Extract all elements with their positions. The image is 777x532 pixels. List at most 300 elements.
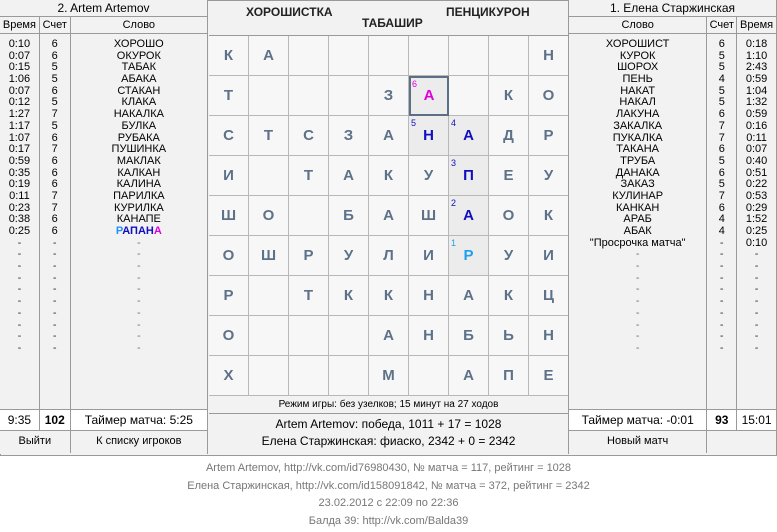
cell-letter: А [263, 47, 274, 64]
move-time: - [17, 260, 22, 273]
move-score: 6 [51, 225, 58, 237]
move-word: ХОРОШИСТ [605, 38, 670, 50]
word-letter: Н [145, 225, 154, 237]
board-cell[interactable] [289, 236, 329, 276]
word-letter: А [137, 225, 146, 237]
move-word: ЗАКАЗ [620, 178, 655, 191]
cell-letter: У [543, 167, 554, 184]
cell-letter: Б [463, 327, 474, 344]
board-cell[interactable] [249, 76, 289, 116]
board-cell[interactable] [209, 76, 249, 116]
cell-letter: Т [263, 127, 274, 144]
board-cell[interactable] [369, 36, 409, 76]
move-time: - [17, 271, 22, 284]
cell-letter: П [463, 167, 474, 184]
move-score: 5 [51, 96, 58, 109]
board-cell[interactable] [489, 276, 529, 316]
move-score: 7 [51, 201, 58, 214]
cell-letter: Л [383, 247, 394, 264]
move-score: 6 [51, 166, 58, 179]
board-cell[interactable] [249, 316, 289, 356]
move-word: КАНАПЕ [116, 213, 161, 226]
board-cell[interactable] [489, 116, 529, 156]
cell-letter: У [503, 247, 514, 264]
move-time: - [754, 318, 759, 331]
board-cell[interactable] [369, 156, 409, 196]
board-cell[interactable] [249, 356, 289, 396]
move-time: 0:11 [9, 189, 30, 202]
board-cell[interactable] [209, 156, 249, 196]
move-score: 4 [718, 225, 725, 237]
match-result [209, 414, 568, 450]
board-cell[interactable] [409, 196, 449, 236]
right-column-headers [569, 17, 776, 34]
cell-letter: С [223, 127, 234, 144]
header-word: ХОРОШИСТКА [246, 5, 333, 19]
move-time: - [17, 248, 22, 261]
move-time: 1:06 [8, 73, 31, 86]
board-cell[interactable] [249, 36, 289, 76]
board-cell[interactable] [289, 356, 329, 396]
board-cell[interactable] [529, 156, 569, 196]
right-moves-table [569, 34, 776, 410]
board-cell[interactable] [209, 356, 249, 396]
move-word: НАКАТ [620, 84, 656, 97]
cell-letter: У [423, 167, 434, 184]
cell-letter: О [262, 207, 275, 224]
board-cell[interactable] [329, 36, 369, 76]
move-time: - [17, 341, 22, 354]
board-cell[interactable] [249, 196, 289, 236]
cell-letter: Ц [543, 287, 554, 304]
move-time: - [754, 330, 759, 343]
move-score: 7 [718, 189, 725, 202]
board-cell[interactable] [529, 116, 569, 156]
cell-letter: О [542, 87, 555, 104]
move-score: - [52, 271, 57, 284]
board-cell[interactable] [529, 236, 569, 276]
move-score: - [52, 341, 57, 354]
header-score: Счет [707, 17, 737, 33]
board-cell[interactable] [249, 276, 289, 316]
move-score: 7 [51, 108, 58, 121]
footer-match-date: 23.02.2012 с 22:09 по 22:36 [318, 497, 459, 509]
move-score: - [719, 248, 724, 261]
move-word: - [635, 341, 640, 354]
board-cell[interactable] [329, 156, 369, 196]
move-score: 5 [51, 119, 58, 132]
move-score: - [52, 330, 57, 343]
move-score: 5 [718, 178, 725, 191]
match-info-footer [0, 460, 777, 530]
board-cell[interactable] [409, 276, 449, 316]
cell-letter: И [543, 247, 554, 264]
board-cell[interactable] [369, 116, 409, 156]
move-word: ПАРИЛКА [113, 189, 165, 202]
board-cell[interactable] [329, 236, 369, 276]
move-time: 0:29 [745, 201, 768, 214]
game-mode-text: Режим игры: без узелков; 15 минут на 27 ходов [209, 396, 568, 414]
move-time: - [754, 271, 759, 284]
path-order-number: 5 [411, 118, 417, 128]
header-time: Время [0, 17, 40, 33]
cell-letter: Н [543, 47, 554, 64]
move-time: 0:25 [8, 225, 31, 237]
move-time: 0:25 [745, 225, 768, 237]
cell-letter: К [223, 47, 234, 64]
board-cell[interactable] [249, 156, 289, 196]
move-time: - [17, 330, 22, 343]
cell-letter: Н [423, 287, 434, 304]
board-cell[interactable] [489, 156, 529, 196]
move-word: - [137, 260, 141, 273]
board-cell[interactable] [369, 196, 409, 236]
board-cell[interactable] [489, 356, 529, 396]
result-line-loser: Елена Старжинская: фиаско, 2342 + 0 = 2342 [261, 434, 516, 448]
board-cell[interactable] [289, 316, 329, 356]
move-word: АРАБ [623, 213, 652, 226]
move-time: - [754, 283, 759, 296]
move-word: - [635, 318, 640, 331]
board-cell[interactable] [209, 36, 249, 76]
board-cell[interactable] [289, 156, 329, 196]
move-score: 6 [718, 201, 725, 214]
move-time: 0:59 [745, 108, 768, 121]
move-score: - [719, 236, 724, 249]
board-cell[interactable] [449, 276, 489, 316]
move-word: - [137, 295, 141, 308]
board-cell[interactable] [209, 196, 249, 236]
left-buttons [0, 431, 207, 453]
new-match-button[interactable]: Новый матч [569, 431, 707, 453]
cell-letter: А [463, 127, 474, 144]
move-time: 1:04 [745, 84, 768, 97]
move-score: 6 [51, 213, 58, 226]
left-status-row [0, 410, 207, 431]
move-word: РУБАКА [117, 131, 160, 144]
move-word [71, 226, 207, 238]
move-word: - [635, 295, 640, 308]
board-cell[interactable] [329, 316, 369, 356]
move-score: 5 [718, 84, 725, 97]
path-order-number: 1 [451, 238, 457, 248]
cell-letter: К [503, 87, 514, 104]
move-score: 6 [718, 143, 725, 156]
board-cell[interactable] [529, 36, 569, 76]
move-word: - [635, 271, 640, 284]
board-cell[interactable] [489, 36, 529, 76]
move-score: - [719, 318, 724, 331]
cell-letter: О [222, 327, 235, 344]
move-time: - [17, 283, 22, 296]
move-score: 6 [718, 38, 725, 50]
cell-letter: Е [543, 367, 554, 384]
move-time: 1:27 [8, 108, 31, 121]
move-score: 6 [51, 154, 58, 167]
move-word: ТРУБА [620, 154, 656, 167]
move-time: 0:40 [745, 154, 768, 167]
move-score: 6 [51, 178, 58, 191]
move-time: 0:10 [745, 236, 768, 249]
result-line-winner: Artem Artemov: победа, 1011 + 17 = 1028 [275, 417, 502, 431]
board-cell[interactable] [489, 76, 529, 116]
board-cell[interactable] [329, 276, 369, 316]
board-header-words [209, 0, 568, 36]
move-time: 0:15 [8, 61, 31, 74]
cell-letter: Т [303, 287, 314, 304]
board-cell[interactable] [209, 276, 249, 316]
board-cell[interactable] [289, 276, 329, 316]
move-time: 0:53 [745, 189, 768, 202]
cell-letter: А [463, 367, 474, 384]
move-score: 6 [718, 166, 725, 179]
board-cell[interactable] [529, 76, 569, 116]
left-player-title: 2. Artem Artemov [0, 0, 207, 17]
move-time: 1:10 [745, 49, 768, 62]
board-cell[interactable] [409, 236, 449, 276]
move-word: - [137, 318, 141, 331]
move-word: - [635, 248, 640, 261]
board-cell[interactable] [289, 76, 329, 116]
move-score: - [52, 260, 57, 273]
board-cell[interactable] [209, 316, 249, 356]
cell-letter: Н [423, 127, 434, 144]
right-score-column [707, 34, 737, 409]
players-list-button[interactable]: К списку игроков [96, 435, 182, 447]
move-word: - [137, 330, 141, 343]
board-cell[interactable] [409, 156, 449, 196]
cell-letter: С [303, 127, 314, 144]
move-time: 0:17 [8, 143, 31, 156]
cell-letter: А [343, 167, 354, 184]
letter-board [209, 36, 569, 396]
path-order-number: 3 [451, 158, 457, 168]
footer-group-link[interactable]: Балда 39: http://vk.com/Balda39 [308, 514, 469, 527]
move-score: - [52, 283, 57, 296]
word-letter: А [153, 225, 162, 237]
move-word: - [635, 283, 640, 296]
cell-letter: Ь [503, 327, 514, 344]
move-time: 0:59 [8, 154, 31, 167]
move-word: БУЛКА [121, 119, 157, 132]
move-word: - [137, 248, 141, 261]
move-time: 0:22 [745, 178, 768, 191]
right-word-column [569, 34, 707, 409]
board-cell[interactable] [449, 316, 489, 356]
cell-letter: З [343, 127, 354, 144]
move-time: - [754, 248, 759, 261]
move-word: - [137, 271, 141, 284]
move-word: МАКЛАК [116, 154, 161, 167]
move-time: 0:11 [746, 131, 767, 144]
cell-letter: Н [543, 327, 554, 344]
cell-letter: О [502, 207, 515, 224]
move-score: 6 [51, 38, 58, 50]
move-word: КЛАКА [121, 96, 157, 109]
move-score: 4 [718, 213, 725, 226]
move-score: - [52, 295, 57, 308]
board-cell[interactable] [409, 116, 449, 156]
move-time: - [754, 306, 759, 319]
cell-letter: М [382, 367, 395, 384]
move-score: 5 [718, 154, 725, 167]
move-word: - [635, 306, 640, 319]
board-cell[interactable] [329, 196, 369, 236]
cell-letter: Р [303, 247, 314, 264]
right-total-time: 15:01 [741, 413, 772, 427]
left-score-column [40, 34, 71, 409]
move-time: 0:38 [8, 213, 31, 226]
move-word: ТАКАНА [616, 143, 660, 156]
move-time: 1:52 [745, 213, 768, 226]
exit-button[interactable]: Выйти [0, 431, 71, 453]
board-cell[interactable] [489, 236, 529, 276]
path-order-number: 4 [451, 118, 457, 128]
board-cell[interactable] [289, 196, 329, 236]
cell-letter: Д [503, 127, 514, 144]
board-area [209, 0, 568, 454]
move-time: 0:18 [745, 38, 768, 50]
header-score: Счет [40, 17, 71, 33]
move-time: - [754, 295, 759, 308]
move-score: - [719, 260, 724, 273]
board-cell[interactable] [369, 316, 409, 356]
right-time-column [737, 34, 776, 409]
move-score: 5 [718, 49, 725, 62]
board-cell[interactable] [409, 316, 449, 356]
cell-letter: К [503, 287, 514, 304]
board-cell[interactable] [489, 196, 529, 236]
right-match-timer: Таймер матча: -0:01 [569, 410, 707, 430]
header-word: ТАБАШИР [362, 16, 423, 30]
cell-letter: О [222, 247, 235, 264]
cell-letter: Р [543, 127, 554, 144]
board-cell[interactable] [449, 356, 489, 396]
right-player-panel [568, 0, 776, 454]
word-letter: П [130, 225, 138, 237]
move-time: 2:43 [745, 61, 768, 74]
move-word: ЛАКУНА [615, 108, 660, 121]
cell-letter: И [423, 247, 434, 264]
move-score: - [719, 306, 724, 319]
board-cell[interactable] [249, 236, 289, 276]
move-word: ДАНАКА [615, 166, 660, 179]
board-cell[interactable] [209, 116, 249, 156]
move-score: - [719, 330, 724, 343]
cell-letter: Е [503, 167, 514, 184]
board-cell[interactable] [529, 276, 569, 316]
move-time: 1:17 [8, 119, 31, 132]
cell-letter: А [383, 207, 394, 224]
cell-letter: Ш [420, 207, 437, 224]
move-score: 6 [51, 131, 58, 144]
header-word: Слово [122, 19, 156, 31]
board-cell[interactable] [409, 356, 449, 396]
cell-letter: Б [343, 207, 354, 224]
cell-letter: У [343, 247, 354, 264]
board-cell[interactable] [249, 116, 289, 156]
board-cell[interactable] [529, 356, 569, 396]
move-score: - [719, 341, 724, 354]
board-cell[interactable] [369, 276, 409, 316]
cell-letter: К [543, 207, 554, 224]
move-word: КУРОК [619, 49, 656, 62]
move-score: 6 [51, 84, 58, 97]
board-cell[interactable] [329, 356, 369, 396]
board-cell[interactable] [369, 236, 409, 276]
board-cell[interactable] [329, 76, 369, 116]
cell-letter: А [383, 327, 394, 344]
right-total-score: 93 [707, 410, 737, 430]
board-cell[interactable] [369, 76, 409, 116]
board-cell[interactable] [489, 316, 529, 356]
cell-letter: А [463, 207, 474, 224]
move-time: - [754, 341, 759, 354]
board-cell[interactable] [529, 316, 569, 356]
cell-letter: Т [303, 167, 314, 184]
word-letter: А [122, 225, 131, 237]
cell-letter: Ш [260, 247, 277, 264]
move-word: ХОРОШО [113, 38, 164, 50]
header-time: Время [740, 19, 774, 31]
cell-letter: Ш [220, 207, 237, 224]
move-score: 6 [718, 108, 725, 121]
move-time: - [17, 318, 22, 331]
board-cell[interactable] [529, 196, 569, 236]
move-time: 0:23 [8, 201, 31, 214]
board-cell[interactable] [329, 116, 369, 156]
cell-letter: П [503, 367, 514, 384]
move-score: 7 [718, 131, 725, 144]
left-total-time: 9:35 [0, 410, 40, 430]
left-player-panel [0, 0, 208, 454]
move-time: - [17, 306, 22, 319]
board-cell[interactable] [369, 356, 409, 396]
path-order-number: 6 [412, 79, 418, 89]
board-cell[interactable] [449, 236, 489, 276]
move-word: - [137, 306, 141, 319]
cell-letter: Х [223, 367, 234, 384]
empty-button-slot [707, 431, 776, 453]
move-score: - [719, 271, 724, 284]
move-time: 0:07 [8, 49, 31, 62]
move-word: - [635, 330, 640, 343]
move-time: 1:32 [745, 96, 768, 109]
right-buttons [569, 431, 776, 453]
board-cell[interactable] [289, 36, 329, 76]
right-status-row [569, 410, 776, 431]
move-word: СТАКАН [117, 84, 161, 97]
move-word: ОКУРОК [116, 49, 161, 62]
move-word: КУРИЛКА [113, 201, 164, 214]
move-score: 6 [51, 49, 58, 62]
cell-letter: А [423, 87, 435, 104]
move-score: 7 [51, 189, 58, 202]
move-word: ПУШИНКА [111, 143, 167, 156]
move-time: 0:07 [8, 84, 31, 97]
move-word: КАЛКАН [117, 166, 161, 179]
board-cell[interactable] [289, 116, 329, 156]
move-score: - [719, 283, 724, 296]
move-word: АБАКА [121, 73, 157, 86]
move-word: - [137, 236, 141, 249]
board-cell[interactable] [449, 36, 489, 76]
move-word: АБАК [623, 225, 652, 237]
move-score: 5 [718, 96, 725, 109]
move-word: НАКАЛ [619, 96, 656, 109]
cell-letter: Н [423, 327, 434, 344]
board-cell[interactable] [209, 236, 249, 276]
